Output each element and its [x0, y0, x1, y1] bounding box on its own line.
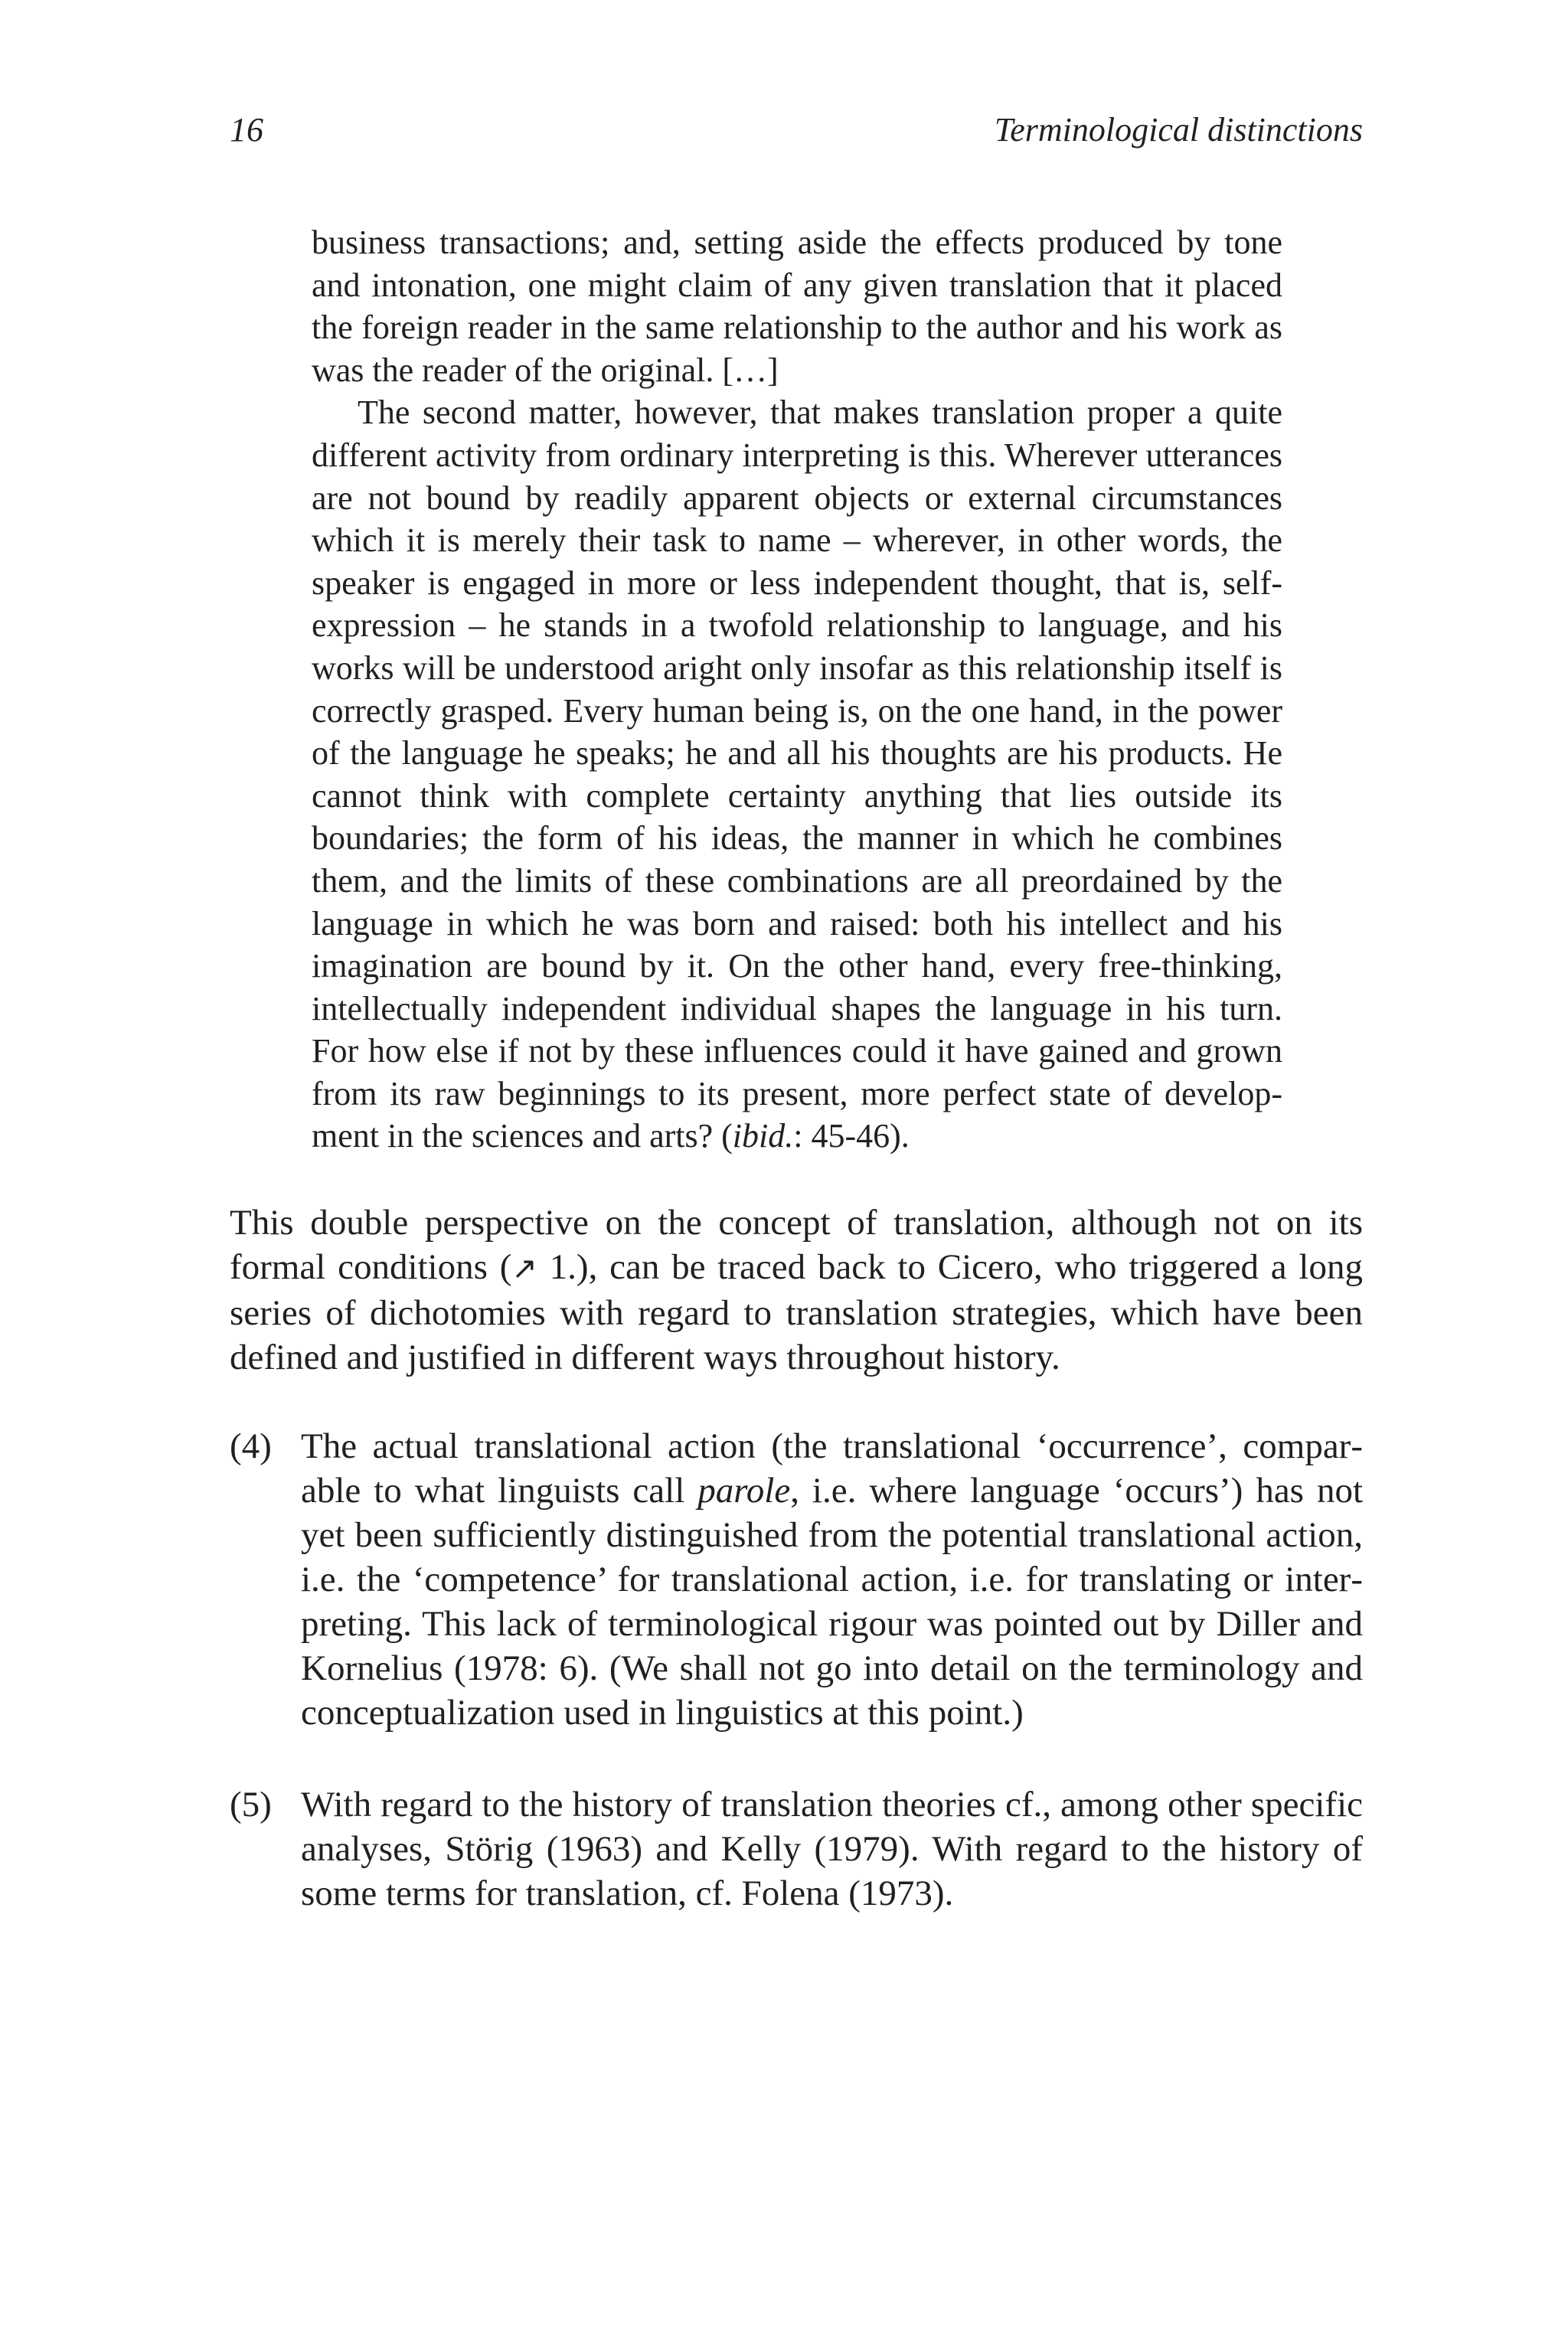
quote-paragraph-2: [312, 391, 1282, 1158]
running-head: Terminological distinctions: [994, 111, 1363, 149]
note-text: [301, 1424, 1363, 1735]
quote-paragraph-1: business transactions; and, setting aside the effects produced by tone and intonation, one might claim of any given translation that it placed the foreign reader in the same relationship to the author and his work as was the reader of the original. […]: [312, 224, 1282, 389]
body-paragraph: [230, 1200, 1363, 1380]
citation-pages: : 45-46).: [793, 1117, 910, 1155]
note-text: With regard to the history of translation theories cf., among other specific analyses, Störig (1963) and Kelly (1979). With regard to the history of some terms for translation, cf. Folena (1973).: [301, 1785, 1363, 1913]
block-quote: [312, 221, 1282, 1158]
citation-ibid: ibid.: [732, 1117, 794, 1155]
cross-reference-number: 1.): [537, 1247, 589, 1287]
note-4-text-start: The actual translational action (the translational ‘occurrence’, comparable to what linguists call: [301, 1426, 1363, 1511]
note-number: (4): [230, 1426, 272, 1466]
body-text-start: This double perspective on the concept of translation, although not on its formal conditions (: [230, 1203, 1363, 1287]
note-4-italic-term: parole: [697, 1471, 791, 1511]
note-number: (5): [230, 1785, 272, 1824]
quote-paragraph-2-text: The second matter, however, that makes translation proper a quite different activity from ordinary interpreting is this. Wherever utterances are not bound by readily apparent objects or external circumstances which it is merely their task to name – wherever, in other words, the speaker is engaged in more or less independent thought, that is, self-expression – he stands in a twofold relationship to language, and his works will be understood aright only insofar as this relationship itself is correctly grasped. Every human being is, on the one hand, in the power of the language he speaks; he and all his thoughts are his products. He cannot think with complete certainty anything that lies outside its boundaries; the form of his ideas, the manner in which he combines them, and the limits of these combinations are all preordained by the language in which he was born and raised: both his intellect and his imagination are bound by it. On the other hand, every free-thinking, intellectually independent individual shapes the language in his turn. For how else if not by these influences could it have gained and grown from its raw beginnings to its present, more perfect state of development in the sciences and arts? (: [312, 394, 1282, 1155]
cross-reference-arrow-icon: ↗: [511, 1251, 537, 1286]
note-5: [230, 1782, 1363, 1916]
note-4-text-end: , i.e. where language ‘occurs’) has not yet been sufficiently distinguished from the potential translational action, i.e. the ‘competence’ for translational action, i.e. for translating or interpreting. This lack of terminological rigour was pointed out by Diller and Kornelius (1978: 6). (We shall not go into detail on the terminology and conceptualization used in linguistics at this point.): [301, 1471, 1364, 1733]
body-text-end: , can be traced back to Cicero, who triggered a long series of dichotomies with regard to translation strategies, which have been defined and justified in different ways throughout history.: [230, 1247, 1363, 1377]
page-number: 16: [230, 111, 263, 149]
note-4: [230, 1424, 1363, 1735]
